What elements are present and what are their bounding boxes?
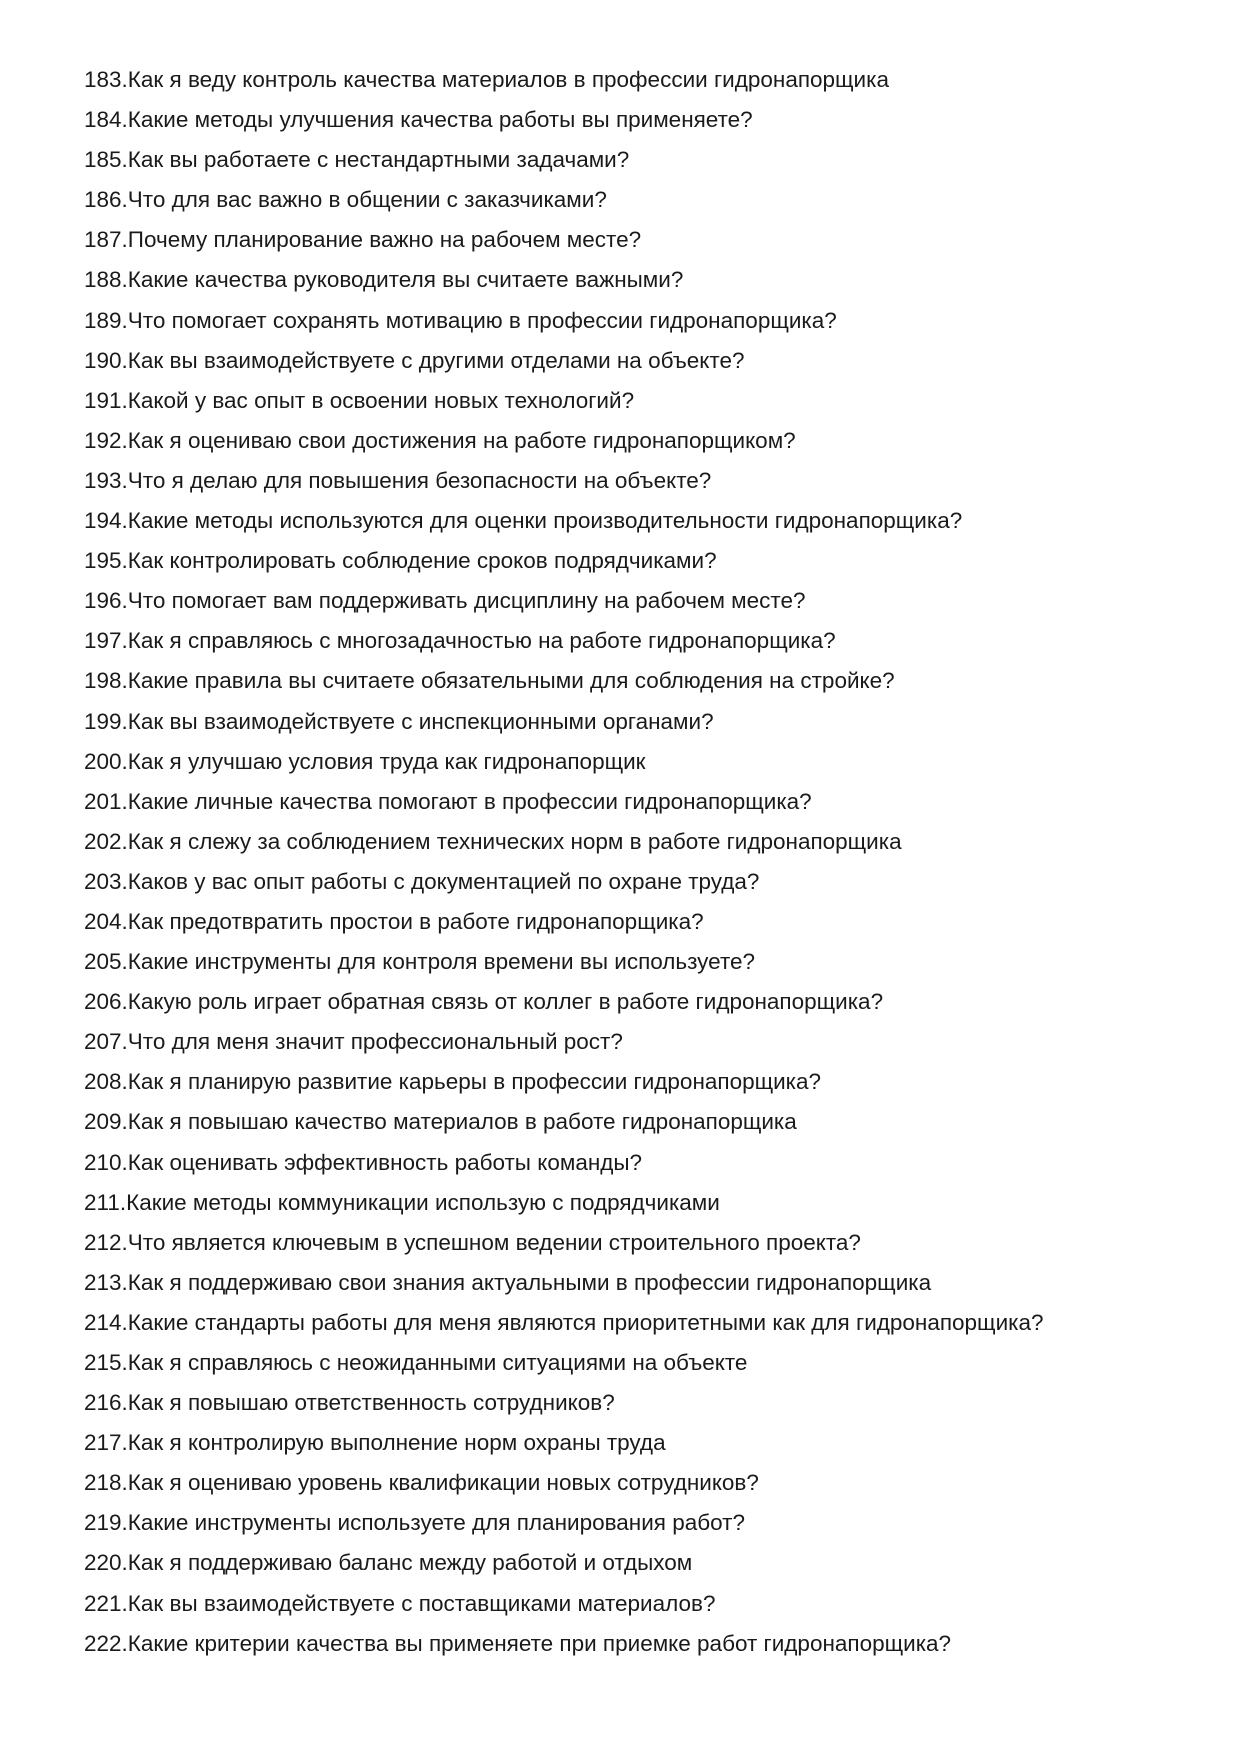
list-item: [84, 1545, 1194, 1585]
question-text: Как предотвратить простои в работе гидронапорщика?: [127, 908, 704, 934]
question-number: 195.: [84, 548, 128, 574]
list-item: [84, 1626, 1194, 1666]
question-text: Какой у вас опыт в освоении новых технологий?: [127, 387, 635, 413]
list-item: [84, 343, 1194, 383]
list-item: [84, 1465, 1194, 1505]
list-item: [84, 423, 1194, 463]
question-text: Какие методы коммуникации использую с подрядчиками: [126, 1189, 720, 1215]
question-text: Как я улучшаю условия труда как гидронапорщик: [127, 748, 646, 774]
question-number: 217.: [84, 1430, 128, 1456]
question-text: Как я справляюсь с многозадачностью на работе гидронапорщика?: [127, 628, 836, 654]
list-item: [84, 1185, 1194, 1225]
question-text: Какие личные качества помогают в профессии гидронапорщика?: [127, 788, 812, 814]
question-text: Как я веду контроль качества материалов в профессии гидронапорщика: [127, 67, 889, 92]
question-text: Что для меня значит профессиональный рост?: [127, 1029, 623, 1055]
question-text: Как я слежу за соблюдением технических норм в работе гидронапорщика: [127, 828, 902, 854]
question-number: 210.: [84, 1149, 128, 1175]
list-item: [84, 182, 1194, 222]
list-item: [84, 824, 1194, 864]
list-item: [84, 784, 1194, 824]
question-text: Какие методы улучшения качества работы вы применяете?: [127, 107, 753, 133]
question-text: Каков у вас опыт работы с документацией по охране труда?: [127, 868, 760, 894]
question-number: 194.: [84, 508, 128, 534]
question-text: Что я делаю для повышения безопасности на объекте?: [127, 467, 712, 493]
list-item: [84, 1064, 1194, 1104]
question-text: Что помогает вам поддерживать дисциплину на рабочем месте?: [127, 588, 806, 614]
question-number: 212.: [84, 1229, 128, 1255]
list-item: [84, 1265, 1194, 1305]
list-item: [84, 744, 1194, 784]
list-item: [84, 1425, 1194, 1465]
list-item: [84, 864, 1194, 904]
question-text: Как оценивать эффективность работы команды?: [127, 1149, 643, 1175]
question-number: 204.: [84, 908, 128, 934]
question-number: 205.: [84, 949, 128, 975]
question-number: 197.: [84, 628, 128, 654]
question-text: Как вы взаимодействуете с поставщиками материалов?: [127, 1590, 716, 1616]
question-number: 208.: [84, 1069, 128, 1095]
question-text: Что для вас важно в общении с заказчиками?: [127, 187, 607, 213]
list-item: [84, 1225, 1194, 1265]
question-text: Как вы взаимодействуете с другими отделами на объекте?: [127, 347, 745, 373]
question-number: 216.: [84, 1390, 128, 1416]
question-text: Какие качества руководителя вы считаете важными?: [127, 267, 684, 293]
list-item: [84, 383, 1194, 423]
question-text: Какие инструменты для контроля времени вы используете?: [127, 949, 756, 975]
question-number: 193.: [84, 467, 128, 493]
list-item: [84, 944, 1194, 984]
list-item: [84, 463, 1194, 503]
list-item: [84, 663, 1194, 703]
question-number: 207.: [84, 1029, 128, 1055]
list-item: [84, 904, 1194, 944]
question-text: Как я повышаю ответственность сотрудников?: [127, 1390, 615, 1416]
question-text: Какие инструменты используете для планирования работ?: [127, 1510, 745, 1536]
question-text: Как я справляюсь с неожиданными ситуациями на объекте: [127, 1350, 748, 1375]
question-text: Почему планирование важно на рабочем месте?: [127, 227, 642, 253]
question-number: 218.: [84, 1470, 128, 1496]
list-item: [84, 704, 1194, 744]
question-text: Как я повышаю качество материалов в работе гидронапорщика: [127, 1109, 797, 1135]
question-number: 188.: [84, 267, 128, 293]
question-number: 187.: [84, 227, 128, 253]
list-item: [84, 142, 1194, 182]
question-number: 201.: [84, 788, 128, 814]
question-number: 209.: [84, 1109, 128, 1135]
question-number: 184.: [84, 107, 128, 133]
question-text: Как я поддерживаю свои знания актуальными в профессии гидронапорщика: [127, 1269, 932, 1295]
question-text: Какие методы используются для оценки производительности гидронапорщика?: [127, 508, 963, 534]
question-number: 200.: [84, 748, 128, 774]
question-number: 190.: [84, 347, 128, 373]
question-number: 222.: [84, 1630, 128, 1656]
list-item: [84, 303, 1194, 343]
question-number: 215.: [84, 1350, 128, 1375]
question-number: 203.: [84, 868, 128, 894]
list-item: [84, 1505, 1194, 1545]
question-text: Как вы работаете с нестандартными задачами?: [127, 147, 630, 173]
question-text: Как контролировать соблюдение сроков подрядчиками?: [127, 548, 717, 574]
question-text: Как вы взаимодействуете с инспекционными органами?: [127, 708, 714, 734]
question-text: Какие критерии качества вы применяете при приемке работ гидронапорщика?: [127, 1630, 952, 1656]
question-number: 196.: [84, 588, 128, 614]
question-number: 213.: [84, 1269, 128, 1295]
question-text: Как я поддерживаю баланс между работой и отдыхом: [127, 1550, 693, 1576]
list-item: [84, 984, 1194, 1024]
question-text: Как я планирую развитие карьеры в профессии гидронапорщика?: [127, 1069, 822, 1095]
list-item: [84, 222, 1194, 262]
question-number: 186.: [84, 187, 128, 213]
question-list: [84, 62, 1194, 1666]
question-text: Что помогает сохранять мотивацию в профессии гидронапорщика?: [127, 307, 837, 333]
question-number: 202.: [84, 828, 128, 854]
question-text: Как я оцениваю уровень квалификации новых сотрудников?: [127, 1470, 759, 1496]
question-number: 199.: [84, 708, 128, 734]
list-item: [84, 1104, 1194, 1144]
question-number: 198.: [84, 668, 128, 694]
question-number: 183.: [84, 67, 128, 92]
question-number: 220.: [84, 1550, 128, 1576]
question-text: Какие правила вы считаете обязательными для соблюдения на стройке?: [127, 668, 895, 694]
question-number: 189.: [84, 307, 128, 333]
question-number: 192.: [84, 427, 128, 453]
question-number: 191.: [84, 387, 128, 413]
question-text: Как я оцениваю свои достижения на работе гидронапорщиком?: [127, 427, 796, 453]
list-item: [84, 1586, 1194, 1626]
question-number: 221.: [84, 1590, 128, 1616]
question-text: Как я контролирую выполнение норм охраны труда: [127, 1430, 666, 1456]
list-item: [84, 503, 1194, 543]
list-item: [84, 62, 1194, 102]
question-number: 185.: [84, 147, 128, 173]
list-item: [84, 1145, 1194, 1185]
question-text: Какую роль играет обратная связь от коллег в работе гидронапорщика?: [127, 989, 884, 1015]
question-number: 206.: [84, 989, 128, 1015]
list-item: [84, 1305, 1194, 1345]
question-text: Что является ключевым в успешном ведении строительного проекта?: [127, 1229, 861, 1255]
list-item: [84, 543, 1194, 583]
question-text: Какие стандарты работы для меня являются приоритетными как для гидронапорщика?: [127, 1309, 1044, 1335]
list-item: [84, 262, 1194, 302]
question-number: 214.: [84, 1309, 128, 1335]
question-number: 211.: [84, 1189, 127, 1215]
list-item: [84, 102, 1194, 142]
list-item: [84, 1385, 1194, 1425]
list-item: [84, 583, 1194, 623]
question-number: 219.: [84, 1510, 128, 1536]
list-item: [84, 623, 1194, 663]
list-item: [84, 1345, 1194, 1385]
list-item: [84, 1024, 1194, 1064]
